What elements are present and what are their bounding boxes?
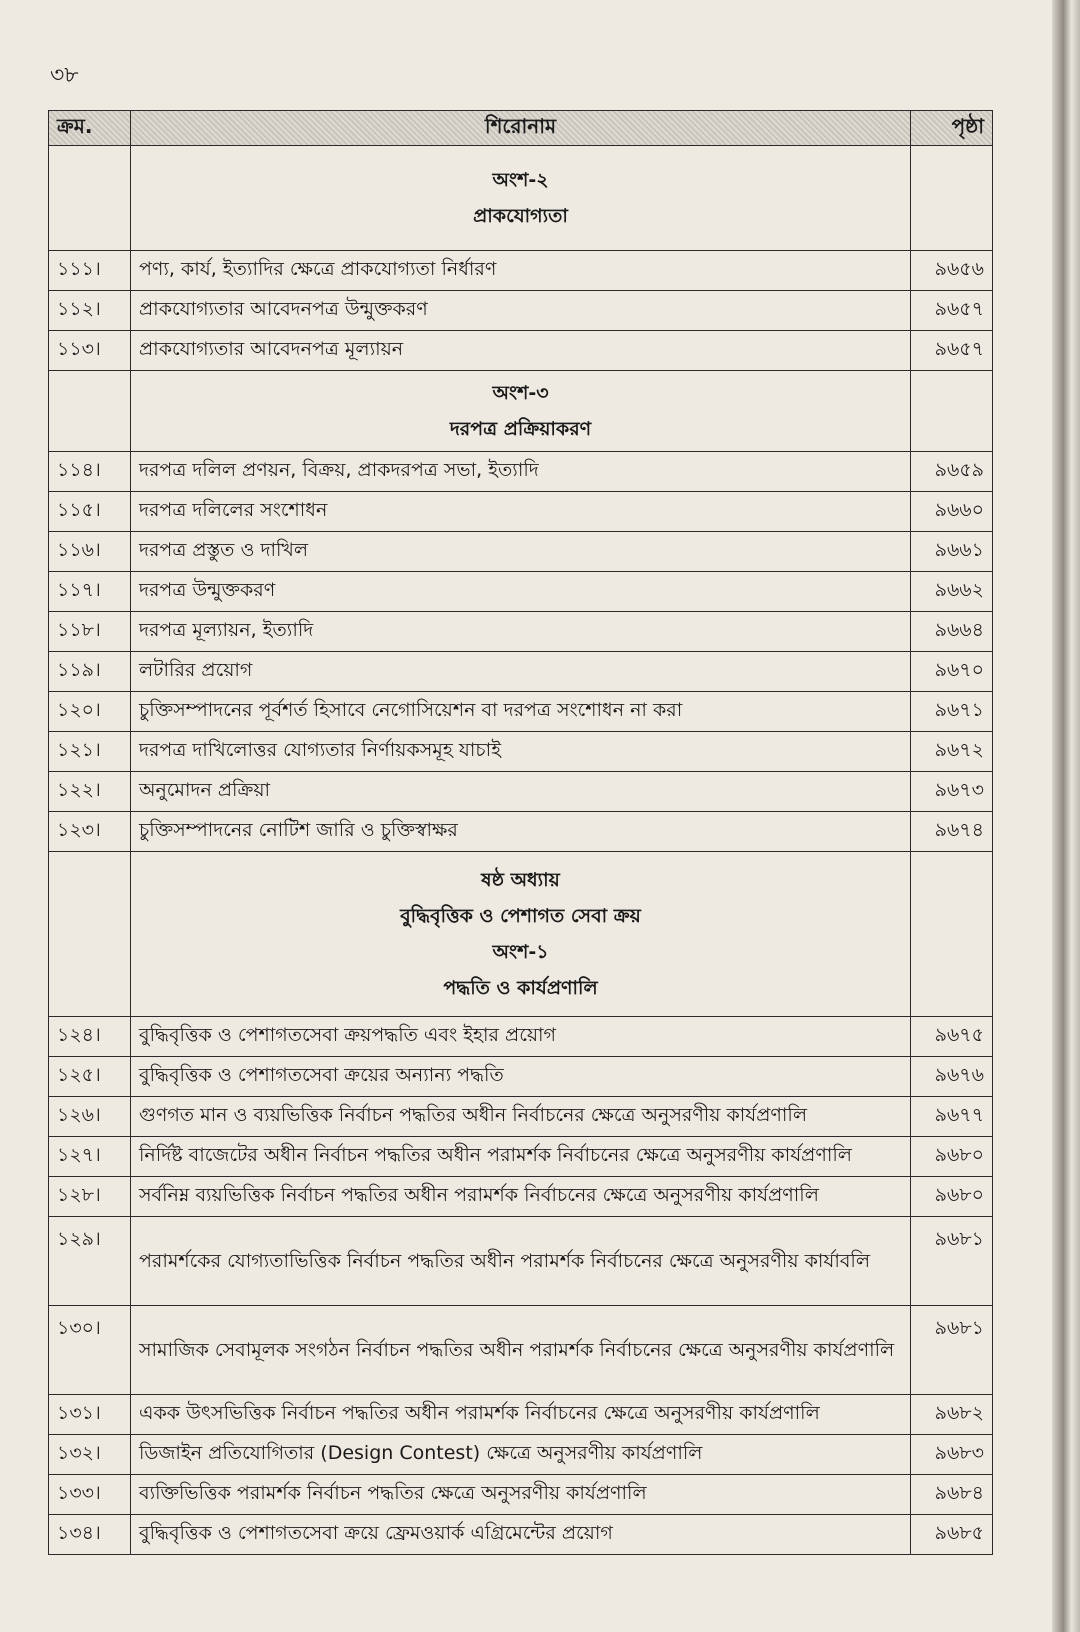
item-serial: ১২৭।	[49, 1137, 131, 1177]
table-row	[49, 1395, 993, 1435]
section-heading-cell	[131, 146, 911, 251]
item-page: ৯৬৭২	[911, 732, 993, 772]
section-heading-row	[49, 371, 993, 452]
empty-cell	[911, 371, 993, 452]
section-heading-row	[49, 852, 993, 1017]
table-row	[49, 452, 993, 492]
item-serial: ১১৬।	[49, 532, 131, 572]
empty-cell	[911, 146, 993, 251]
item-title: চুক্তিসম্পাদনের নোটিশ জারি ও চুক্তিস্বাক্ষর	[131, 812, 911, 852]
item-page: ৯৬৮১	[911, 1306, 993, 1395]
item-page: ৯৬৭৩	[911, 772, 993, 812]
empty-cell	[49, 371, 131, 452]
item-serial: ১১১।	[49, 251, 131, 291]
item-title: পরামর্শকের যোগ্যতাভিত্তিক নির্বাচন পদ্ধতির অধীন পরামর্শক নির্বাচনের ক্ষেত্রে অনুসরণীয় কার্যাবলি	[131, 1217, 911, 1306]
item-title: প্রাকযোগ্যতার আবেদনপত্র মূল্যায়ন	[131, 331, 911, 371]
table-body	[49, 146, 993, 1555]
item-serial: ১১৯।	[49, 652, 131, 692]
item-serial: ১১৭।	[49, 572, 131, 612]
item-page: ৯৬৭৫	[911, 1017, 993, 1057]
section-heading-line: দরপত্র প্রক্রিয়াকরণ	[449, 418, 592, 440]
item-title: সামাজিক সেবামূলক সংগঠন নির্বাচন পদ্ধতির অধীন পরামর্শক নির্বাচনের ক্ষেত্রে অনুসরণীয় কার্যপ্রণালি	[131, 1306, 911, 1395]
item-title: একক উৎসভিত্তিক নির্বাচন পদ্ধতির অধীন পরামর্শক নির্বাচনের ক্ষেত্রে অনুসরণীয় কার্যপ্রণালি	[131, 1395, 911, 1435]
item-title: দরপত্র দাখিলোত্তর যোগ্যতার নির্ণায়কসমূহ যাচাই	[131, 732, 911, 772]
table-row	[49, 331, 993, 371]
page-edge	[1052, 0, 1080, 1632]
section-heading-cell	[131, 852, 911, 1017]
item-serial: ১১২।	[49, 291, 131, 331]
table-row	[49, 1177, 993, 1217]
item-page: ৯৬৮৪	[911, 1475, 993, 1515]
item-page: ৯৬৬৪	[911, 612, 993, 652]
item-page: ৯৬৭০	[911, 652, 993, 692]
table-row	[49, 492, 993, 532]
item-title: দরপত্র দলিল প্রণয়ন, বিক্রয়, প্রাকদরপত্র সভা, ইত্যাদি	[131, 452, 911, 492]
header-title: শিরোনাম	[131, 111, 911, 146]
item-serial: ১২২।	[49, 772, 131, 812]
table-row	[49, 612, 993, 652]
contents-table	[48, 110, 993, 1555]
section-heading-line: পদ্ধতি ও কার্যপ্রণালি	[443, 977, 598, 999]
section-heading-line: অংশ-২	[492, 169, 549, 191]
header-page: পৃষ্ঠা	[911, 111, 993, 146]
item-page: ৯৬৭১	[911, 692, 993, 732]
item-serial: ১২৪।	[49, 1017, 131, 1057]
section-heading-line: অংশ-১	[492, 941, 549, 963]
item-serial: ১২০।	[49, 692, 131, 732]
item-title: লটারির প্রয়োগ	[131, 652, 911, 692]
table-row	[49, 291, 993, 331]
item-page: ৯৬৫৬	[911, 251, 993, 291]
table-header-row	[49, 111, 993, 146]
item-page: ৯৬৮৫	[911, 1515, 993, 1555]
item-serial: ১১৩।	[49, 331, 131, 371]
item-page: ৯৬৭৬	[911, 1057, 993, 1097]
table-row	[49, 1475, 993, 1515]
item-page: ৯৬৫৭	[911, 291, 993, 331]
table-row	[49, 1217, 993, 1306]
table-row	[49, 572, 993, 612]
item-serial: ১১৫।	[49, 492, 131, 532]
item-page: ৯৬৮০	[911, 1177, 993, 1217]
item-title: অনুমোদন প্রক্রিয়া	[131, 772, 911, 812]
empty-cell	[49, 146, 131, 251]
item-title: গুণগত মান ও ব্যয়ভিত্তিক নির্বাচন পদ্ধতির অধীন নির্বাচনের ক্ষেত্রে অনুসরণীয় কার্যপ্রণালি	[131, 1097, 911, 1137]
section-heading-line: ষষ্ঠ অধ্যায়	[481, 869, 560, 891]
section-heading-cell	[131, 371, 911, 452]
item-serial: ১২১।	[49, 732, 131, 772]
empty-cell	[911, 852, 993, 1017]
section-heading-line: অংশ-৩	[492, 382, 549, 404]
item-serial: ১২৫।	[49, 1057, 131, 1097]
item-title: দরপত্র উন্মুক্তকরণ	[131, 572, 911, 612]
item-title: বুদ্ধিবৃত্তিক ও পেশাগতসেবা ক্রয়পদ্ধতি এবং ইহার প্রয়োগ	[131, 1017, 911, 1057]
table-row	[49, 812, 993, 852]
item-title: দরপত্র প্রস্তুত ও দাখিল	[131, 532, 911, 572]
item-page: ৯৬৮২	[911, 1395, 993, 1435]
table-row	[49, 772, 993, 812]
item-serial: ১৩১।	[49, 1395, 131, 1435]
item-page: ৯৬৬১	[911, 532, 993, 572]
item-title: ডিজাইন প্রতিযোগিতার (Design Contest) ক্ষেত্রে অনুসরণীয় কার্যপ্রণালি	[131, 1435, 911, 1475]
page-number: ৩৮	[50, 63, 79, 88]
item-title: প্রাকযোগ্যতার আবেদনপত্র উন্মুক্তকরণ	[131, 291, 911, 331]
table-row	[49, 652, 993, 692]
item-title: সর্বনিম্ন ব্যয়ভিত্তিক নির্বাচন পদ্ধতির অধীন পরামর্শক নির্বাচনের ক্ষেত্রে অনুসরণীয় কার্যপ্রণালি	[131, 1177, 911, 1217]
item-serial: ১৩৩।	[49, 1475, 131, 1515]
item-title: নির্দিষ্ট বাজেটের অধীন নির্বাচন পদ্ধতির অধীন পরামর্শক নির্বাচনের ক্ষেত্রে অনুসরণীয় কার্যপ্রণালি	[131, 1137, 911, 1177]
item-serial: ১২৩।	[49, 812, 131, 852]
item-page: ৯৬৭৭	[911, 1097, 993, 1137]
table-row	[49, 1057, 993, 1097]
item-title: দরপত্র মূল্যায়ন, ইত্যাদি	[131, 612, 911, 652]
empty-cell	[49, 852, 131, 1017]
table-row	[49, 1515, 993, 1555]
item-page: ৯৬৭৪	[911, 812, 993, 852]
item-title: চুক্তিসম্পাদনের পূর্বশর্ত হিসাবে নেগোসিয়েশন বা দরপত্র সংশোধন না করা	[131, 692, 911, 732]
item-page: ৯৬৬২	[911, 572, 993, 612]
item-page: ৯৬৬০	[911, 492, 993, 532]
item-serial: ১৩০।	[49, 1306, 131, 1395]
table-row	[49, 1435, 993, 1475]
table-row	[49, 1137, 993, 1177]
section-heading-row	[49, 146, 993, 251]
item-page: ৯৬৮৩	[911, 1435, 993, 1475]
table-row	[49, 1017, 993, 1057]
section-heading-line: প্রাকযোগ্যতা	[473, 205, 568, 227]
item-title: দরপত্র দলিলের সংশোধন	[131, 492, 911, 532]
item-serial: ১২৬।	[49, 1097, 131, 1137]
table-row	[49, 1306, 993, 1395]
item-title: বুদ্ধিবৃত্তিক ও পেশাগতসেবা ক্রয়ের অন্যান্য পদ্ধতি	[131, 1057, 911, 1097]
section-heading-line: বুদ্ধিবৃত্তিক ও পেশাগত সেবা ক্রয়	[400, 905, 641, 927]
item-page: ৯৬৮০	[911, 1137, 993, 1177]
item-serial: ১২৮।	[49, 1177, 131, 1217]
item-serial: ১৩২।	[49, 1435, 131, 1475]
table-row	[49, 1097, 993, 1137]
header-serial: ক্রম.	[49, 111, 131, 146]
item-serial: ১৩৪।	[49, 1515, 131, 1555]
item-page: ৯৬৫৭	[911, 331, 993, 371]
item-page: ৯৬৫৯	[911, 452, 993, 492]
item-title: ব্যক্তিভিত্তিক পরামর্শক নির্বাচন পদ্ধতির ক্ষেত্রে অনুসরণীয় কার্যপ্রণালি	[131, 1475, 911, 1515]
item-serial: ১২৯।	[49, 1217, 131, 1306]
item-title: বুদ্ধিবৃত্তিক ও পেশাগতসেবা ক্রয়ে ফ্রেমওয়ার্ক এগ্রিমেন্টের প্রয়োগ	[131, 1515, 911, 1555]
table-row	[49, 732, 993, 772]
item-serial: ১১৪।	[49, 452, 131, 492]
item-serial: ১১৮।	[49, 612, 131, 652]
item-page: ৯৬৮১	[911, 1217, 993, 1306]
item-title: পণ্য, কার্য, ইত্যাদির ক্ষেত্রে প্রাকযোগ্যতা নির্ধারণ	[131, 251, 911, 291]
table-row	[49, 532, 993, 572]
table-row	[49, 251, 993, 291]
table-row	[49, 692, 993, 732]
